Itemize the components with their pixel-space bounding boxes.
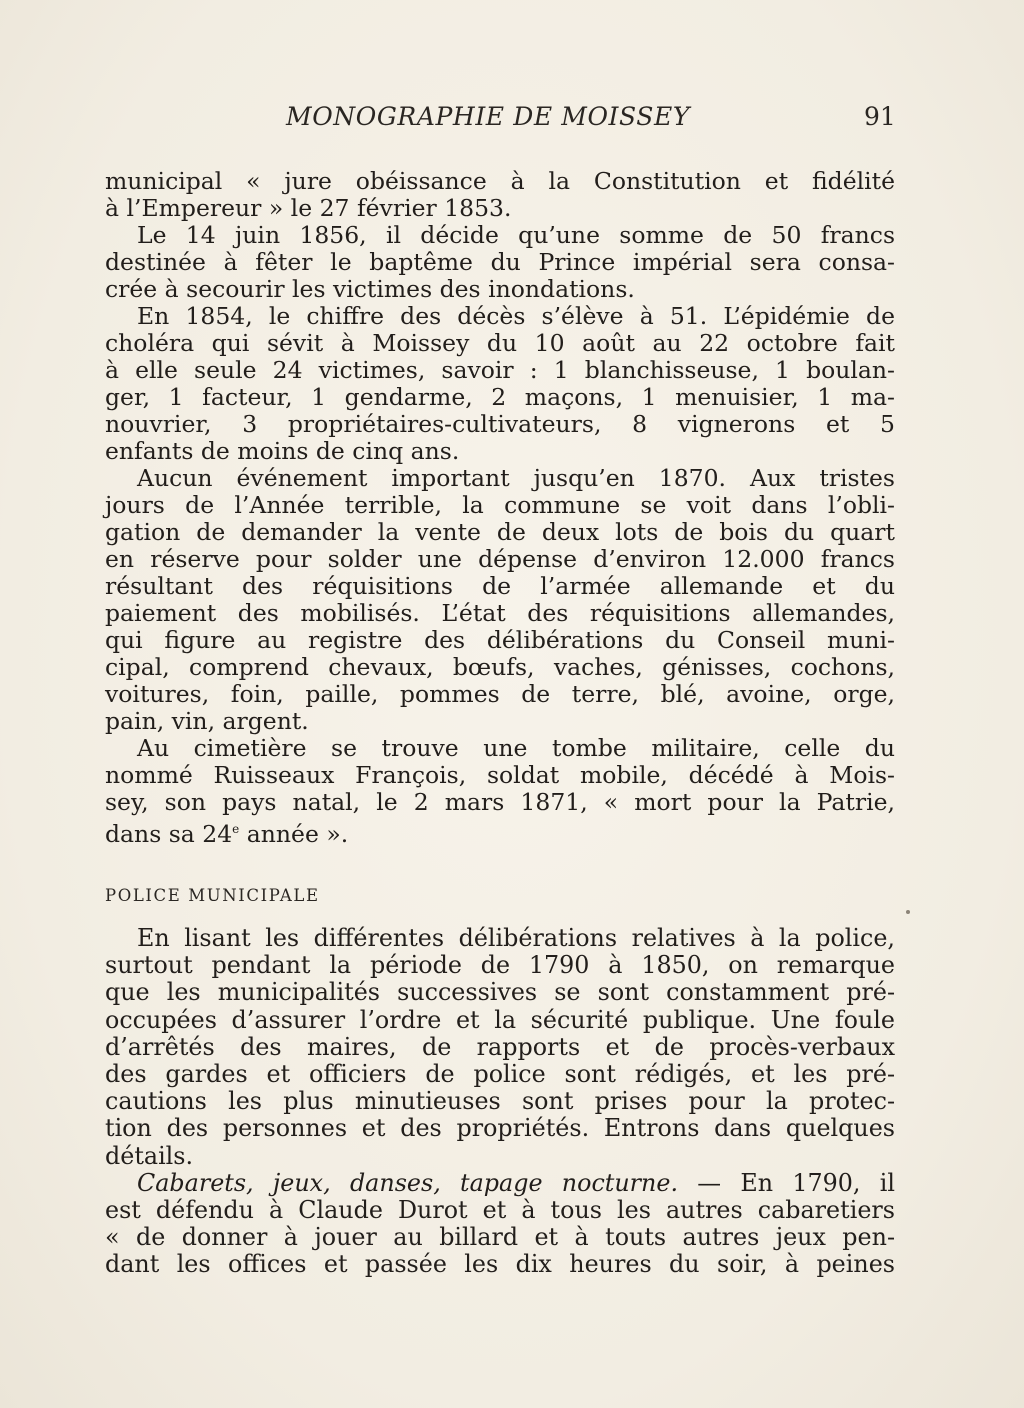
text-line: « de donner à jouer au billard et à touts autres jeux pen-	[105, 1223, 895, 1252]
page-number: 91	[864, 102, 896, 131]
text-line: est défendu à Claude Durot et à tous les autres cabaretiers	[105, 1195, 895, 1224]
text-line: des gardes et officiers de police sont rédigés, et les pré-	[105, 1059, 895, 1088]
text-line: enfants de moins de cinq ans.	[105, 437, 460, 465]
text-line: tion des personnes et des propriétés. Entrons dans quelques	[105, 1114, 895, 1143]
text-line: En 1854, le chiffre des décès s’élève à 51. L’épidémie de	[137, 302, 895, 330]
section-heading: POLICE MUNICIPALE	[105, 886, 320, 905]
text-line: Aucun événement important jusqu’en 1870. Aux tristes	[137, 464, 895, 492]
text-line: Au cimetière se trouve une tombe militaire, celle du	[137, 734, 895, 762]
text-line: paiement des mobilisés. L’état des réquisitions allemandes,	[105, 599, 895, 627]
text-line: détails.	[105, 1141, 194, 1170]
text-line: nommé Ruisseaux François, soldat mobile, décédé à Mois-	[105, 761, 895, 789]
text-line: occupées d’assurer l’ordre et la sécurité publique. Une foule	[105, 1005, 895, 1034]
text-line: qui figure au registre des délibérations du Conseil muni-	[105, 626, 895, 654]
text-line: dant les offices et passée les dix heures du soir, à peines	[105, 1250, 895, 1279]
text-line: surtout pendant la période de 1790 à 1850, on remarque	[105, 951, 895, 980]
text-line: ger, 1 facteur, 1 gendarme, 2 maçons, 1 menuisier, 1 ma-	[105, 383, 895, 411]
text-line: municipal « jure obéissance à la Constitution et fidélité	[105, 167, 895, 195]
running-title: MONOGRAPHIE DE MOISSEY	[286, 102, 690, 131]
text-line: d’arrêtés des maires, de rapports et de procès-verbaux	[105, 1032, 895, 1061]
body-text-block	[105, 167, 895, 848]
text-line: En lisant les différentes délibérations relatives à la police,	[137, 924, 895, 952]
italic-subheading: Cabarets, jeux, danses, tapage nocturne.	[137, 1168, 679, 1197]
running-head	[0, 100, 1024, 140]
text-line: voitures, foin, paille, pommes de terre, blé, avoine, orge,	[105, 680, 895, 708]
text-line-cabarets	[105, 1170, 895, 1197]
superscript-e: e	[232, 822, 240, 836]
text-line: à elle seule 24 victimes, savoir : 1 blanchisseuse, 1 boulan-	[105, 356, 895, 384]
text-line: nouvrier, 3 propriétaires-cultivateurs, 8 vignerons et 5	[105, 410, 895, 438]
text-line: pain, vin, argent.	[105, 707, 309, 735]
section-text-block	[105, 925, 895, 1278]
text-line: crée à secourir les victimes des inondations.	[105, 275, 635, 303]
text-line: que les municipalités successives se sont constamment pré-	[105, 978, 895, 1007]
text-line: résultant des réquisitions de l’armée allemande et du	[105, 572, 895, 600]
text-line: destinée à fêter le baptême du Prince impérial sera consa-	[105, 248, 895, 276]
text-line: sey, son pays natal, le 2 mars 1871, « mort pour la Patrie,	[105, 788, 895, 816]
text-line: Le 14 juin 1856, il décide qu’une somme de 50 francs	[137, 221, 895, 249]
text-line: gation de demander la vente de deux lots de bois du quart	[105, 518, 895, 546]
final-line-start: dans sa 24	[105, 820, 233, 848]
text-line: cipal, comprend chevaux, bœufs, vaches, génisses, cochons,	[105, 653, 895, 681]
text-line-final	[105, 816, 895, 848]
text-line: en réserve pour solder une dépense d’environ 12.000 francs	[105, 545, 895, 573]
final-line-end: année ».	[239, 820, 349, 848]
print-speck	[906, 910, 910, 914]
text-line: cautions les plus minutieuses sont prises pour la protec-	[105, 1087, 895, 1116]
text-line: à l’Empereur » le 27 février 1853.	[105, 194, 512, 222]
text-line: choléra qui sévit à Moissey du 10 août au 22 octobre fait	[105, 329, 895, 357]
cabarets-rest: — En 1790, il	[678, 1168, 895, 1197]
text-line: jours de l’Année terrible, la commune se voit dans l’obli-	[105, 491, 895, 519]
